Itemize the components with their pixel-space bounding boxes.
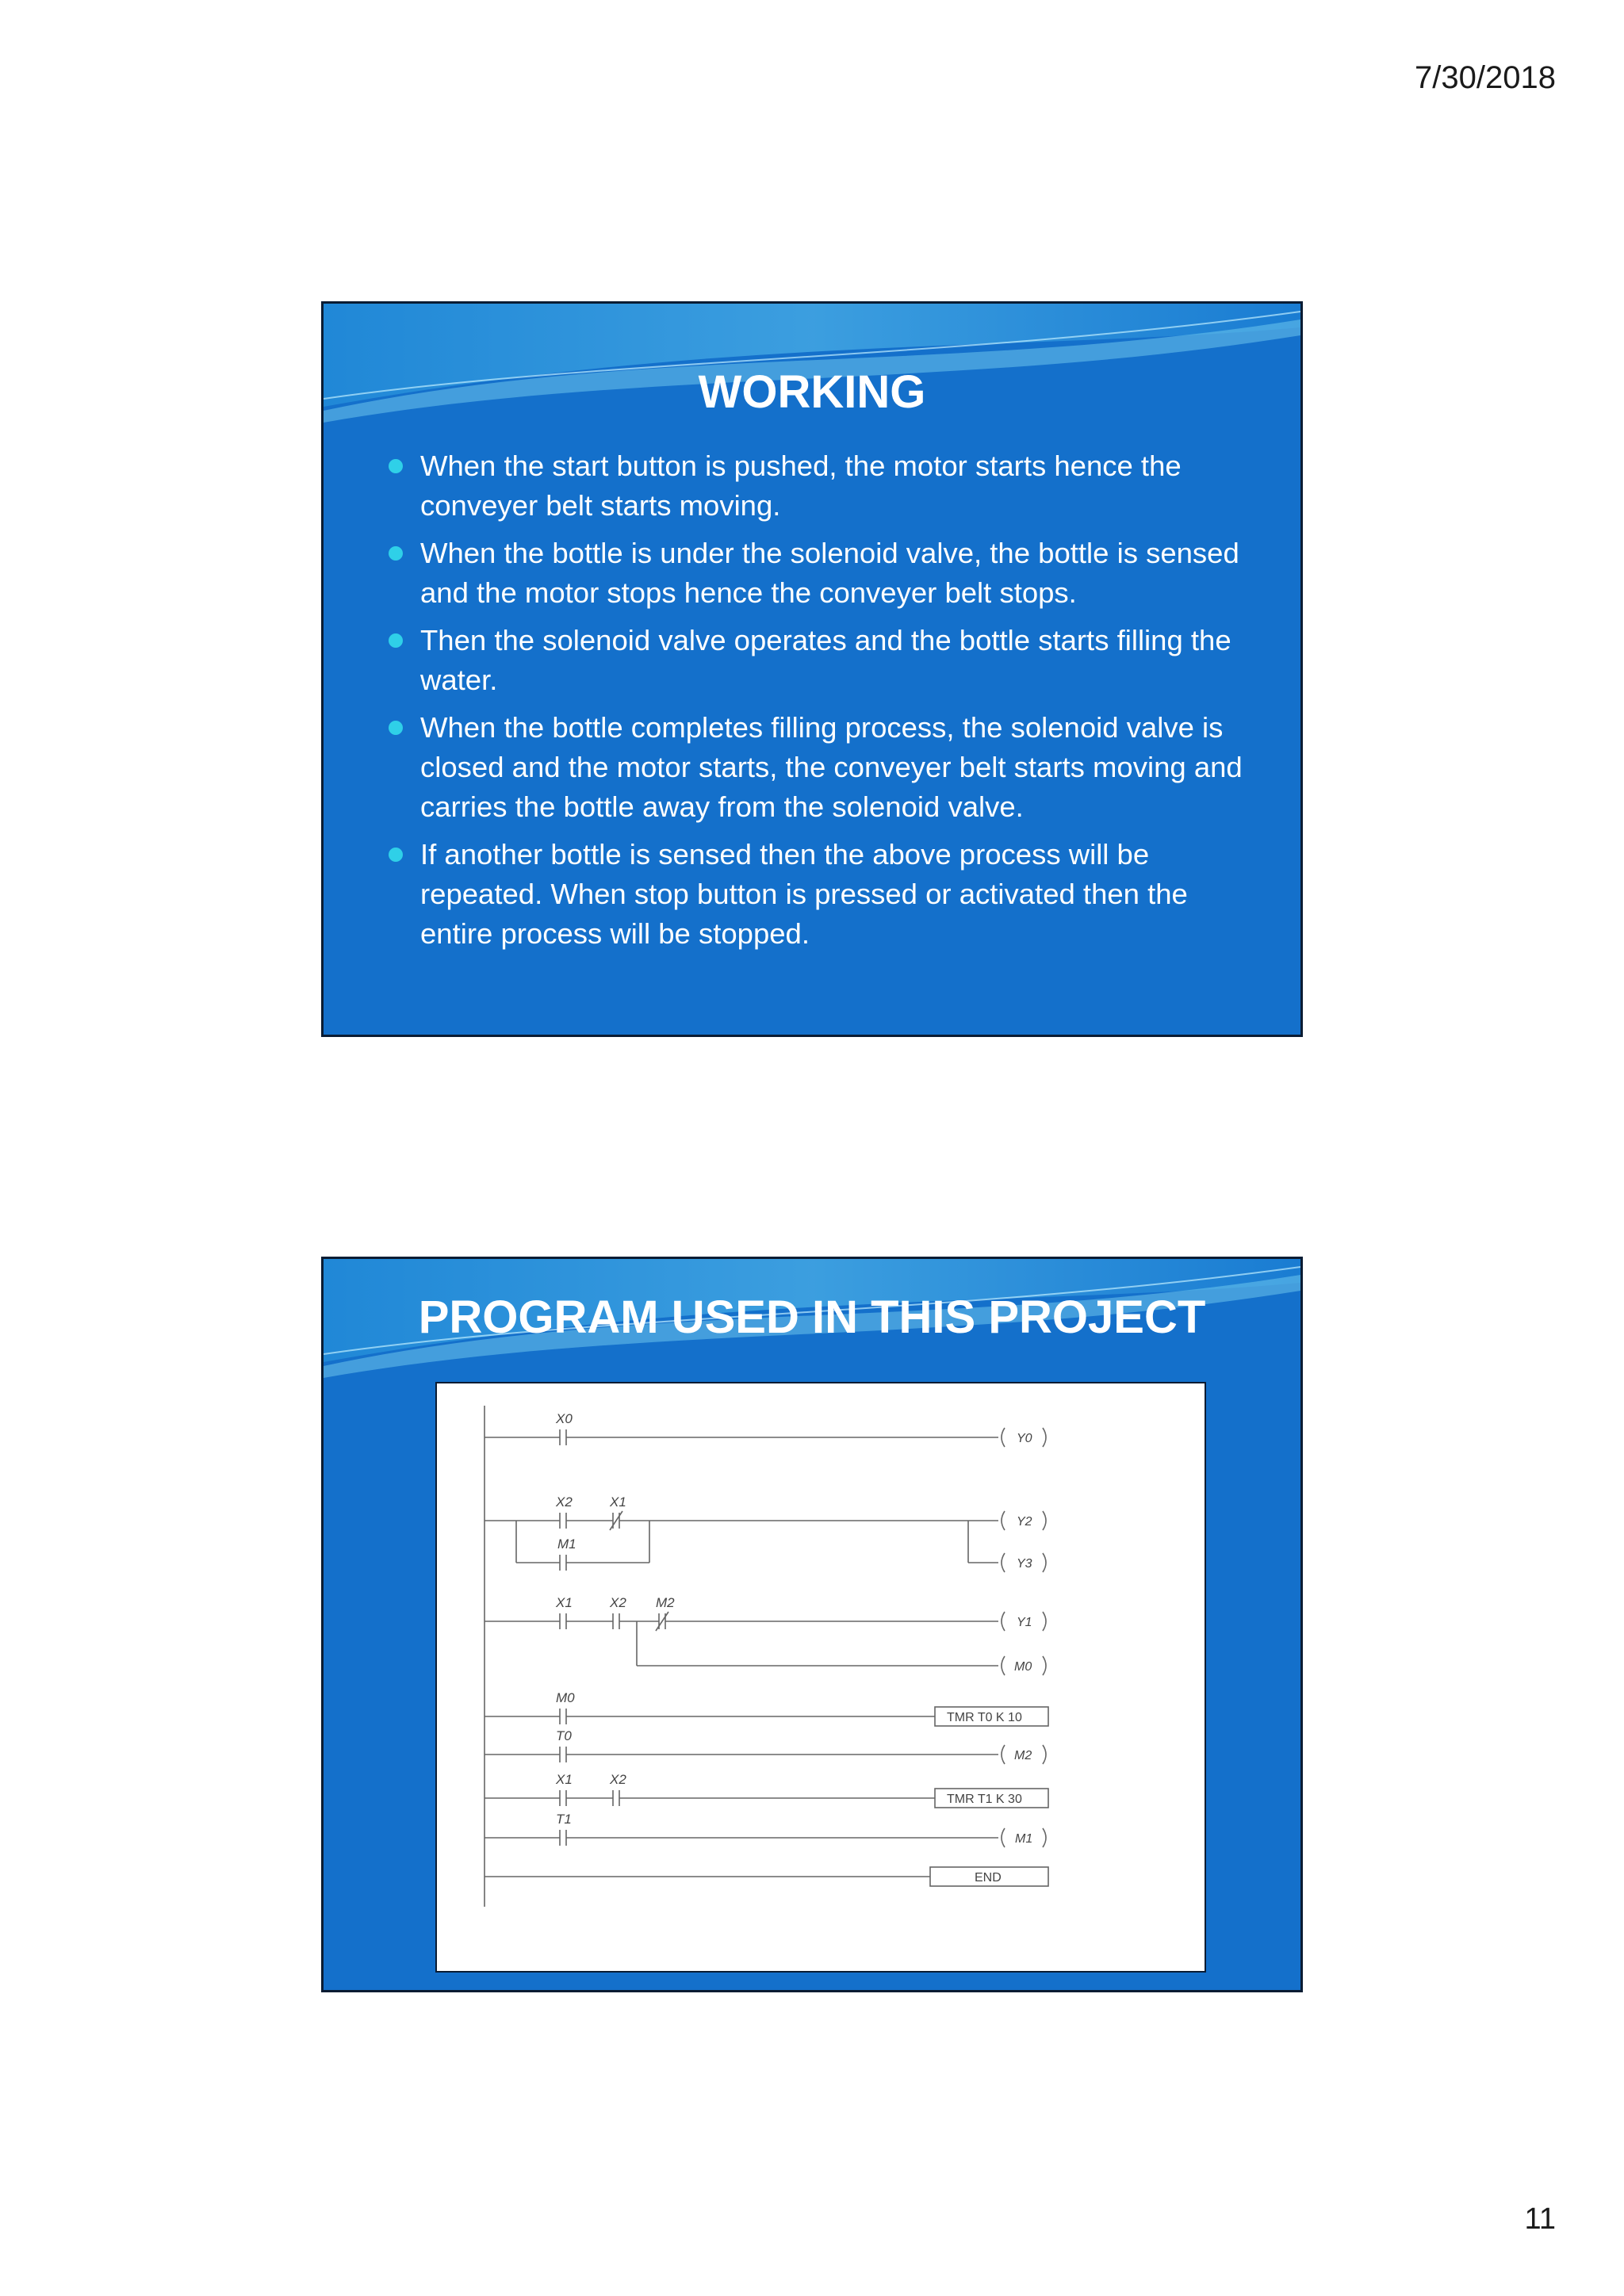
contact-label: T0 xyxy=(556,1728,572,1743)
bullet-item xyxy=(387,835,1267,954)
bullet-icon xyxy=(389,721,403,735)
rung-7 xyxy=(485,1812,1046,1847)
bullet-icon xyxy=(389,848,403,862)
coil-label: M0 xyxy=(1014,1660,1032,1674)
contact-label: X1 xyxy=(556,1772,573,1787)
slide-title: WORKING xyxy=(698,366,926,418)
bullet-text: If another bottle is sensed then the above process will be repeated. When stop button is pressed or activated then the entire process will be stopped. xyxy=(420,838,1188,950)
coil-label: M1 xyxy=(1015,1832,1033,1846)
contact-label: X2 xyxy=(556,1494,573,1510)
bullet-item xyxy=(387,708,1267,827)
rung-8 xyxy=(485,1867,1048,1886)
rung-6 xyxy=(485,1772,1048,1808)
rung-1 xyxy=(485,1411,1046,1447)
rung-4 xyxy=(485,1690,1048,1726)
coil-label: Y3 xyxy=(1017,1557,1032,1571)
instruction-label: TMR T1 K 30 xyxy=(947,1793,1022,1806)
bullet-item xyxy=(387,621,1267,700)
coil-label: M2 xyxy=(1014,1749,1032,1762)
slide-title: PROGRAM USED IN THIS PROJECT xyxy=(418,1292,1206,1343)
bullet-item xyxy=(387,446,1267,526)
slide-program xyxy=(321,1257,1303,1992)
ladder-diagram xyxy=(435,1382,1206,1973)
rung-5 xyxy=(485,1728,1046,1764)
rung-2 xyxy=(485,1494,1046,1572)
contact-label: X2 xyxy=(610,1595,626,1610)
instruction-label: TMR T0 K 10 xyxy=(947,1711,1022,1724)
bullet-text: Then the solenoid valve operates and the bottle starts filling the water. xyxy=(420,624,1231,696)
rung-3 xyxy=(485,1595,1046,1675)
bullet-list xyxy=(387,446,1267,962)
page-date: 7/30/2018 xyxy=(1415,60,1556,95)
contact-label: M1 xyxy=(557,1536,576,1552)
slide-working xyxy=(321,301,1303,1037)
ladder-diagram-svg xyxy=(437,1383,1205,1971)
page-number: 11 xyxy=(1524,2202,1556,2236)
coil-label: Y1 xyxy=(1017,1616,1032,1629)
contact-label: M0 xyxy=(556,1690,575,1705)
contact-label: X0 xyxy=(556,1411,573,1426)
contact-label: X1 xyxy=(610,1494,626,1510)
coil-label: Y0 xyxy=(1017,1432,1032,1445)
contact-label: X2 xyxy=(610,1772,626,1787)
instruction-label: END xyxy=(975,1871,1002,1885)
bullet-text: When the bottle completes filling process, the solenoid valve is closed and the motor starts, the conveyer belt starts moving and carries the bottle away from the solenoid valve. xyxy=(420,711,1243,823)
contact-label: T1 xyxy=(556,1812,572,1827)
bullet-icon xyxy=(389,459,403,473)
bullet-item xyxy=(387,534,1267,613)
bullet-text: When the start button is pushed, the motor starts hence the conveyer belt starts moving. xyxy=(420,450,1182,522)
contact-label: X1 xyxy=(556,1595,573,1610)
bullet-icon xyxy=(389,546,403,561)
bullet-text: When the bottle is under the solenoid valve, the bottle is sensed and the motor stops hence the conveyer belt stops. xyxy=(420,537,1239,609)
contact-label: M2 xyxy=(656,1595,675,1610)
coil-label: Y2 xyxy=(1017,1515,1032,1529)
bullet-icon xyxy=(389,633,403,648)
